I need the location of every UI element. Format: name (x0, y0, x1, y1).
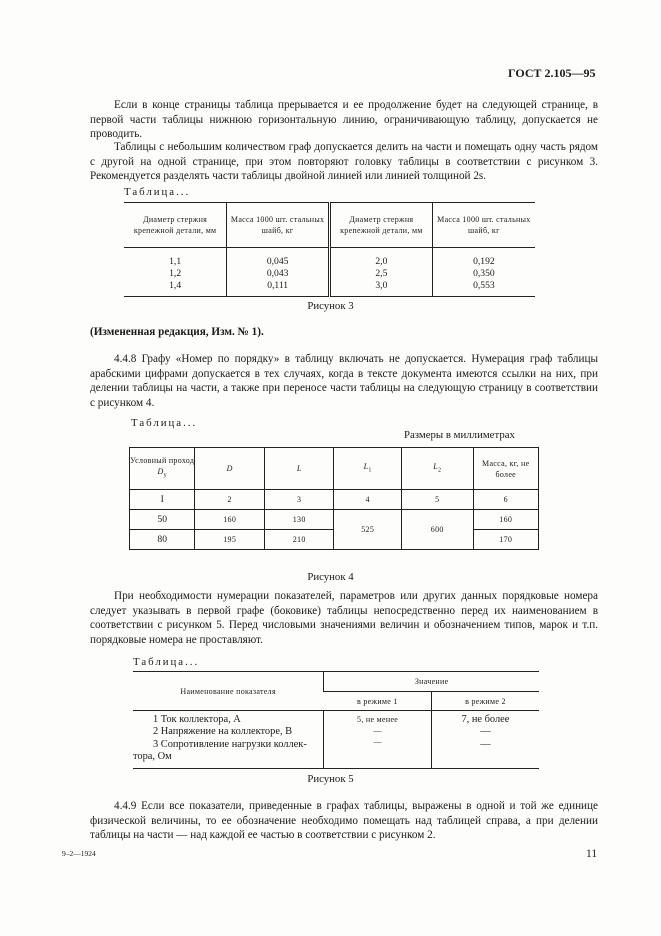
figure5-caption: Рисунок 5 (307, 773, 354, 785)
paragraph-table-break: Если в конце страницы таблица прерывается и ее продолжение будет на следующей странице, в первой части таблицы нижнюю горизонтальную линию, ограничивающую таблицу, допускается не проводить. (90, 99, 598, 141)
header-cell: $L_2$ (401, 448, 473, 490)
table-caption-fig4: Таблица... (131, 417, 198, 429)
table-cell: 210 (264, 530, 334, 550)
table-cell-merged: 525 (334, 510, 401, 550)
table-cell: 160 (473, 510, 538, 530)
header-cell: D (195, 448, 265, 490)
header-cell: Условный проход $D_у$ (130, 448, 195, 490)
figure4-caption: Рисунок 4 (307, 571, 354, 583)
table-cell-merged: 600 (401, 510, 473, 550)
table-cell: 160 (195, 510, 265, 530)
table-cell: 130 (264, 510, 334, 530)
page-number: 11 (586, 848, 598, 860)
mode2-values: 7, не более — — (431, 711, 539, 769)
amendment-note: (Измененная редакция, Изм. № 1). (90, 326, 264, 338)
column-number: 5 (401, 490, 473, 510)
units-note: Размеры в миллиметрах (404, 429, 515, 441)
figure3-table (124, 202, 535, 297)
column-number: 6 (473, 490, 538, 510)
column-number: 4 (334, 490, 401, 510)
table-cell: 1,1 1,2 1,4 (124, 248, 227, 297)
table-caption-fig5: Таблица... (133, 656, 200, 668)
table-cell: 80 (130, 530, 195, 550)
paragraph-table-split: Таблицы с небольшим количеством граф допускается делить на части и помещать одну часть рядом с другой на одной странице, при этом повторяют головку таблицы в соответствии с рисунком 3. Рекомендуется разделять части таблицы двойной линией или линией толщиной 2s. (90, 141, 598, 183)
table-cell: 195 (195, 530, 265, 550)
header-cell: Масса 1000 шт. стальных шайб, кг (432, 203, 535, 248)
figure3-caption: Рисунок 3 (307, 300, 354, 312)
header-cell: Масса 1000 шт. стальных шайб, кг (227, 203, 330, 248)
table-cell: 0,045 0,043 0,111 (227, 248, 330, 297)
column-number: 3 (264, 490, 334, 510)
header-cell: Диаметр стержня крепежной детали, мм (124, 203, 227, 248)
header-cell: L (264, 448, 334, 490)
table-cell: 50 (130, 510, 195, 530)
table-cell: 170 (473, 530, 538, 550)
mode1-values: 5, не менее — — (324, 711, 432, 769)
table-cell: 2,0 2,5 3,0 (330, 248, 433, 297)
header-cell: Масса, кг, не более (473, 448, 538, 490)
indicator-names: 1 Ток коллектора, А 2 Напряжение на коллекторе, В 3 Сопротивление нагрузки коллек- тора, Ом (133, 711, 324, 769)
table-cell: 0,192 0,350 0,553 (432, 248, 535, 297)
header-cell: Наименование показателя (133, 672, 324, 711)
column-number: I (130, 490, 195, 510)
header-cell: в режиме 1 (324, 692, 432, 711)
paragraph-column-numbering: 4.4.8 Графу «Номер по порядку» в таблицу включать не допускается. Нумерация граф таблицы арабскими цифрами допускается в тех случаях, когда в тексте документа имеются ссылки на них, при делении таблицы на части, а также при переносе части таблицы на следующую страницу в соответствии с рисунком 4. (90, 353, 598, 409)
header-cell: $L_1$ (334, 448, 401, 490)
print-code: 9–2—1924 (62, 849, 96, 858)
document-id: ГОСТ 2.105—95 (508, 66, 596, 80)
header-cell: Значение (324, 672, 539, 692)
figure4-table (129, 447, 539, 550)
header-cell: Диаметр стержня крепежной детали, мм (330, 203, 433, 248)
paragraph-units: 4.4.9 Если все показатели, приведенные в графах таблицы, выражены в одной и той же единице физической величины, то ее обозначение необходимо помещать над таблицей справа, а при делении таблицы на части — над каждой ее частью в соответствии с рисунком 2. (90, 800, 598, 842)
header-cell: в режиме 2 (431, 692, 539, 711)
column-number: 2 (195, 490, 265, 510)
table-caption-fig3: Таблица... (124, 186, 191, 198)
figure5-table (133, 671, 539, 769)
paragraph-row-numbering: При необходимости нумерации показателей, параметров или других данных порядковые номера следует указывать в первой графе (боковике) таблицы непосредственно перед их наименованием в соответствии с рисунком 5. Перед числовыми значениями величин и обозначением типов, марок и т.п. порядковые номера не проставляют. (90, 590, 598, 646)
